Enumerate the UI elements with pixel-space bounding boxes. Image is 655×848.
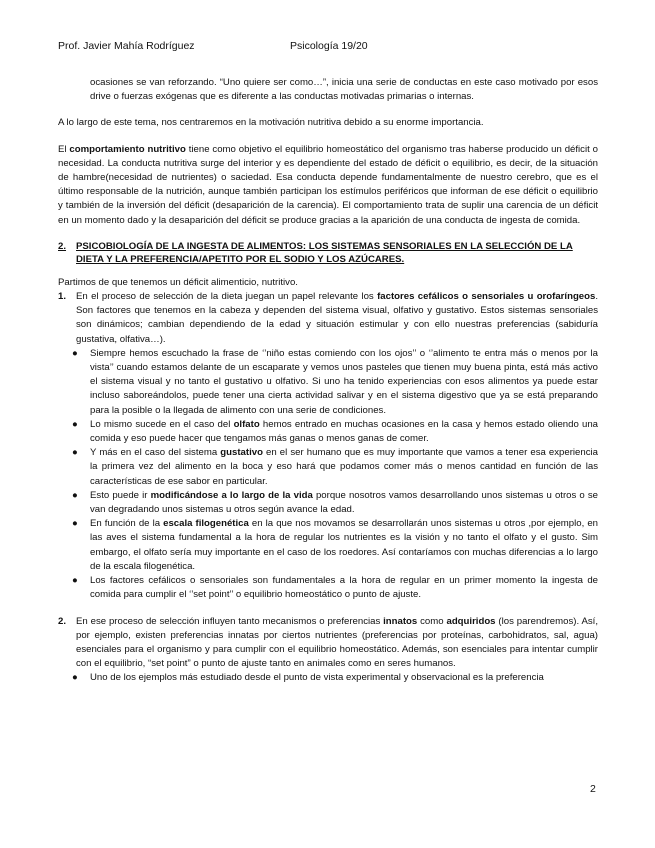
item2-mid: como: [417, 615, 447, 627]
bullet-item: [58, 446, 598, 489]
behavior-bold: comportamiento nutritivo: [69, 143, 186, 155]
bullet-rest: en la que nos movamos se desarrollarán unos sistemas u otros ,por ejemplo, en las aves el sistema fundamental a la hora de regular los nutrientes es la visión y no tanto el olfato y el gusto. Sim embargo, el olfato sería muy importante en el caso de los roedores. Así contaríamos con muchas diferencias a lo largo de la escala filogenética.: [90, 518, 598, 572]
list-item-2: [58, 615, 598, 672]
bullet-item: [58, 517, 598, 574]
item1-bold: factores cefálicos o sensoriales u orofaríngeos: [377, 291, 596, 303]
section-heading: [58, 240, 598, 267]
item2-bold-adquiridos: adquiridos: [446, 615, 496, 627]
bullet-icon: ●: [72, 418, 78, 430]
bullet-lead: Uno de los ejemplos más estudiado desde el punto de vista experimental y observacional es la preferencia: [90, 672, 544, 684]
list-item-number: 2.: [58, 615, 67, 627]
bullet-lead: Lo mismo sucede en el caso del: [90, 418, 234, 430]
list-item-number: 1.: [58, 291, 67, 303]
intro-continuation: ocasiones se van reforzando. “Uno quiere ser como…”, inicia una serie de conductas en este caso motivado por esos drive o fuerzas exógenas que es diferente a las conductas motivadas primarias o internas.: [90, 77, 598, 103]
bullet-bold: olfato: [233, 418, 260, 430]
bullet-bold: gustativo: [220, 447, 263, 459]
bullet-item: [58, 574, 598, 602]
bullet-icon: ●: [72, 575, 78, 587]
bullet-item: [58, 347, 598, 418]
bullet-icon: ●: [72, 672, 78, 684]
item1-rest: . Son factores que tenemos en la cabeza y dependen del sistema visual, olfativo y gustativo. Estos sistemas sensoriales son dinámicos; cambian dependiendo de la edad y situación estimular y con ello nuestras preferencias (sabiduría gustativa, olfativa…).: [76, 291, 599, 345]
bullet-lead: Los factores cefálicos o sensoriales son fundamentales a la hora de regular en un primer momento la ingesta de comida para cumplir el ‘’set point’’ o equilibrio homeostático o punto de ajuste.: [90, 575, 598, 601]
bullet-item: [58, 671, 598, 685]
bullet-lead: Esto puede ir: [90, 489, 151, 501]
item1-bullets: [58, 347, 598, 603]
bullet-item: [58, 418, 598, 446]
bullet-rest: en el ser humano que es muy importante que vamos a tener esa experiencia la primera vez del alimento en la boca y eso hará que podamos comer más o menos cantidad en función de las características de ese sabor en particular.: [90, 447, 598, 487]
page-number: 2: [590, 783, 596, 795]
bullet-icon: ●: [72, 518, 78, 530]
behavior-lead: El: [58, 143, 70, 155]
list-item-text: [76, 615, 598, 672]
bullet-lead: En función de la: [90, 518, 164, 530]
item2-lead: En ese proceso de selección influyen tanto mecanismos o preferencias: [76, 615, 384, 627]
item1-lead: En el proceso de selección de la dieta juegan un papel relevante los: [76, 291, 378, 303]
bullet-bold: modificándose a lo largo de la vida: [150, 489, 313, 501]
item2-rest: (los parendremos). Así, por ejemplo, existen preferencias innatas por ciertos nutrientes (preferencias por proteínas, carbohidratos, sal, agua) esenciales para el organismo y para cumplir con el equilibrio homeostático. Además, son esenciales para intentar cumplir con el equilibrio, “set point” o punto de ajuste tanto en animales como en seres humanos.: [76, 615, 598, 670]
header-author: Prof. Javier Mahía Rodríguez: [58, 40, 195, 52]
paragraph-theme: A lo largo de este tema, nos centraremos en la motivación nutritiva debido a su enorme importancia.: [58, 117, 484, 129]
section-number: 2.: [58, 240, 67, 252]
bullet-lead: Y más en el caso del sistema: [90, 447, 221, 459]
bullet-icon: ●: [72, 489, 78, 501]
list-item-1: [58, 290, 598, 347]
header-course: Psicología 19/20: [290, 40, 368, 52]
behavior-rest: tiene como objetivo el equilibrio homeostático del organismo tras haberse producido un déficit o necesidad. La conducta nutritiva surge del interior y es dependiente del estado de déficit o equilibrio, es decir, de la situación de hambre(necesidad de nutrientes) o saciedad. Esa conducta depende fundamentalmente de nuestro cerebro, que es el último responsable de la nutrición, aunque también participan los estímulos periféricos que informan de ese déficit o equilibrio y también de la inversión del déficit (desaparición de la carencia). El comportamiento trata de suplir una carencia de un déficit en un momento dado y la desaparición del déficit se produce gracias a la aparición de una conducta de ingesta de comida.: [58, 143, 598, 226]
bullet-lead: Siempre hemos escuchado la frase de ‘’niño estas comiendo con los ojos’’ o ‘’alimento te entra más o menos por la vista’’ cuando estamos delante de un escaparate y vemos unos pasteles que tienen muy buena pinta, está más activo el sistema visual y no tanto el gustativo u olfativo. Si uno ha tenido experiencias con esos alimentos ya puede estar incluso saboreándolos, puede tener una cierta actividad salivar y en el sistema digestivo que ya se está preparando para la posible o la llegada de alimento con una serie de condiciones.: [90, 347, 598, 416]
bullet-icon: ●: [72, 347, 78, 359]
item2-bullets: [58, 671, 598, 685]
item2-bold-innatos: innatos: [383, 615, 418, 627]
bullet-bold: escala filogenética: [163, 518, 249, 530]
bullet-rest: porque nosotros vamos desarrollando unos sistemas u otros o se van degradando unos sistemas u otros según avance la edad.: [90, 489, 598, 516]
bullet-icon: ●: [72, 447, 78, 459]
page-content: [58, 76, 598, 686]
bullet-item: [58, 489, 598, 517]
paragraph-behavior: [58, 143, 598, 228]
bullet-rest: hemos entrado en muchas ocasiones en la casa y hemos estado oliendo una comida y eso puede hacer que tengamos más ganas o menos ganas de comer.: [90, 418, 599, 445]
section-title: PSICOBIOLOGÍA DE LA INGESTA DE ALIMENTOS: LOS SISTEMAS SENSORIALES EN LA SELECCIÓN DE LA DIETA Y LA PREFERENCIA/APETITO POR EL SODIO Y LOS AZÚCARES.: [76, 240, 573, 266]
list-item-text: [76, 290, 598, 347]
section-intro: Partimos de que tenemos un déficit alimenticio, nutritivo.: [58, 276, 298, 288]
